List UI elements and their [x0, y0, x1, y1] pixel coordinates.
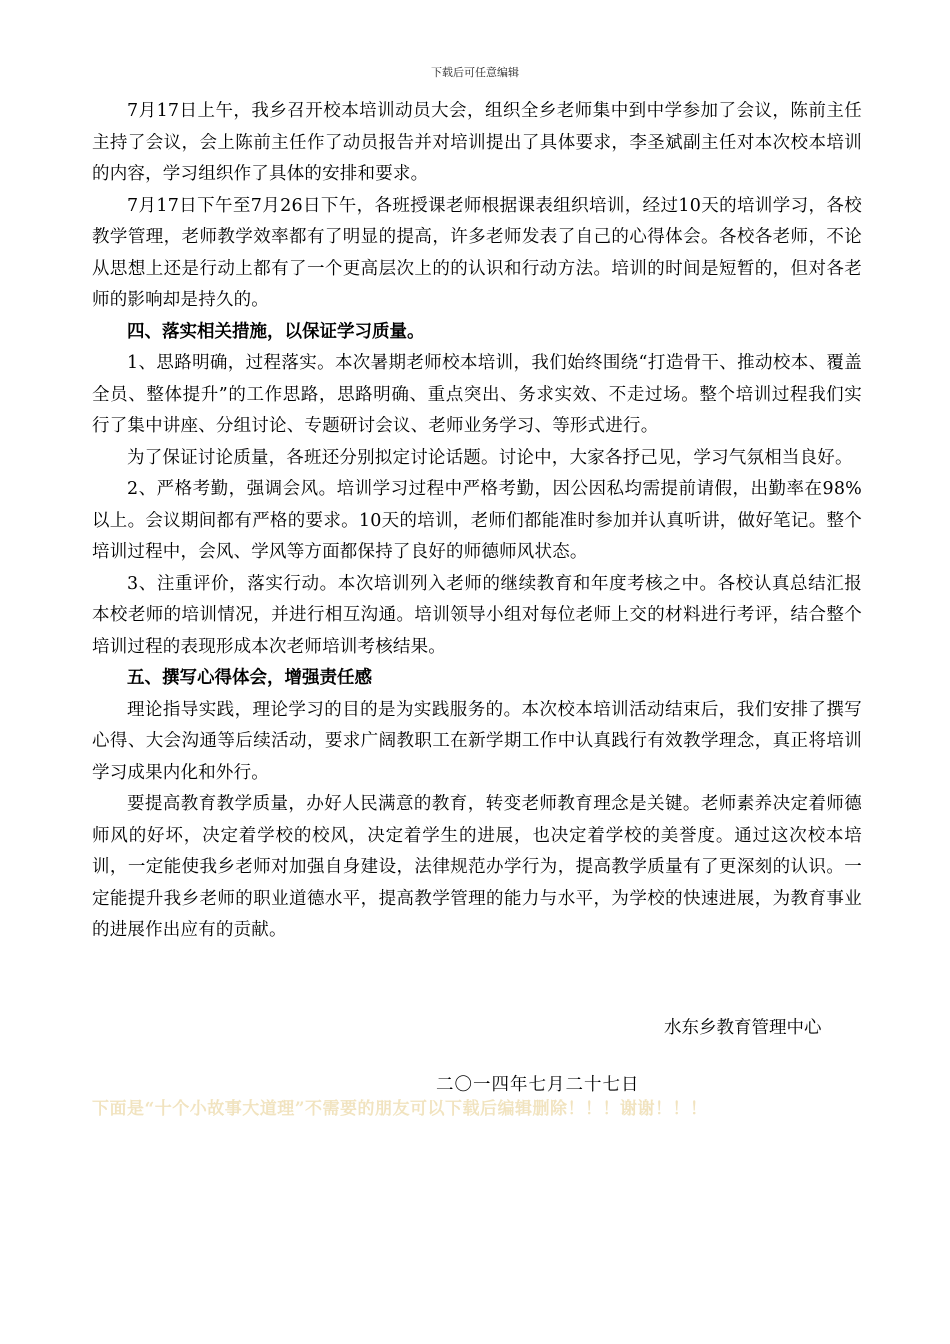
paragraph-theory-practice: 理论指导实践，理论学习的目的是为实践服务的。本次校本培训活动结束后，我们安排了撰写心得、大会沟通等后续活动，要求广阔教职工在新学期工作中认真践行有效教学理念，真正将培训学习成果内化和外行。: [92, 699, 862, 783]
paragraph-training-period: 7月17日下午至7月26日下午，各班授课老师根据课表组织培训，经过10天的培训学习，各校教学管理，老师教学效率都有了明显的提高，许多老师发表了自己的心得体会。各校各老师，不论从思想上还是行动上都有了一个更高层次上的的认识和行动方法。培训的时间是短暂的，但对各老师的影响却是持久的。: [92, 195, 862, 310]
signature-organization: 水东乡教育管理中心: [664, 1018, 822, 1038]
page-header: 下载后可任意编辑: [431, 66, 519, 79]
section-heading-five: 五、撰写心得体会，增强责任感: [127, 668, 372, 688]
document-body: [92, 96, 862, 947]
paragraph-clear-approach: 1、思路明确，过程落实。本次暑期老师校本培训，我们始终围绕“打造骨干、推动校本、覆盖全员、整体提升”的工作思路，思路明确、重点突出、务求实效、不走过场。整个培训过程我们实行了集中讲座、分组讨论、专题研讨会议、老师业务学习、等形式进行。: [92, 353, 862, 436]
signature-date: 二〇一四年七月二十七日: [436, 1075, 640, 1095]
paragraph-attendance: 2、严格考勤，强调会风。培训学习过程中严格考勤，因公因私均需提前请假，出勤率在98%以上。会议期间都有严格的要求。10天的培训，老师们都能准时参加并认真听讲，做好笔记。整个培训过程中，会风、学风等方面都保持了良好的师德师风状态。: [92, 479, 862, 562]
section-heading-four: 四、落实相关措施，以保证学习质量。: [127, 321, 425, 342]
paragraph-evaluation: 3、注重评价，落实行动。本次培训列入老师的继续教育和年度考核之中。各校认真总结汇报本校老师的培训情况，并进行相互沟通。培训领导小组对每位老师上交的材料进行考评，结合整个培训过程的表现形成本次老师培训考核结果。: [92, 573, 862, 657]
footer-note: 下面是“十个小故事大道理”不需要的朋友可以下载后编辑删除！！！谢谢！！！: [92, 1099, 708, 1119]
paragraph-education-quality: 要提高教育教学质量，办好人民满意的教育，转变老师教育理念是关键。老师素养决定着师德师风的好坏，决定着学校的校风，决定着学生的进展，也决定着学校的美誉度。通过这次校本培训，一定能使我乡老师对加强自身建设，法律规范办学行为，提高教学质量有了更深刻的认识。一定能提升我乡老师的职业道德水平，提高教学管理的能力与水平，为学校的快速进展，为教育事业的进展作出应有的贡献。: [92, 794, 862, 940]
paragraph-mobilization-meeting: 7月17日上午，我乡召开校本培训动员大会，组织全乡老师集中到中学参加了会议，陈前主任主持了会议，会上陈前主任作了动员报告并对培训提出了具体要求，李圣斌副主任对本次校本培训的内容，学习组织作了具体的安排和要求。: [92, 101, 862, 184]
paragraph-discussion-quality: 为了保证讨论质量，各班还分别拟定讨论话题。讨论中，大家各抒己见，学习气氛相当良好。: [127, 447, 853, 468]
